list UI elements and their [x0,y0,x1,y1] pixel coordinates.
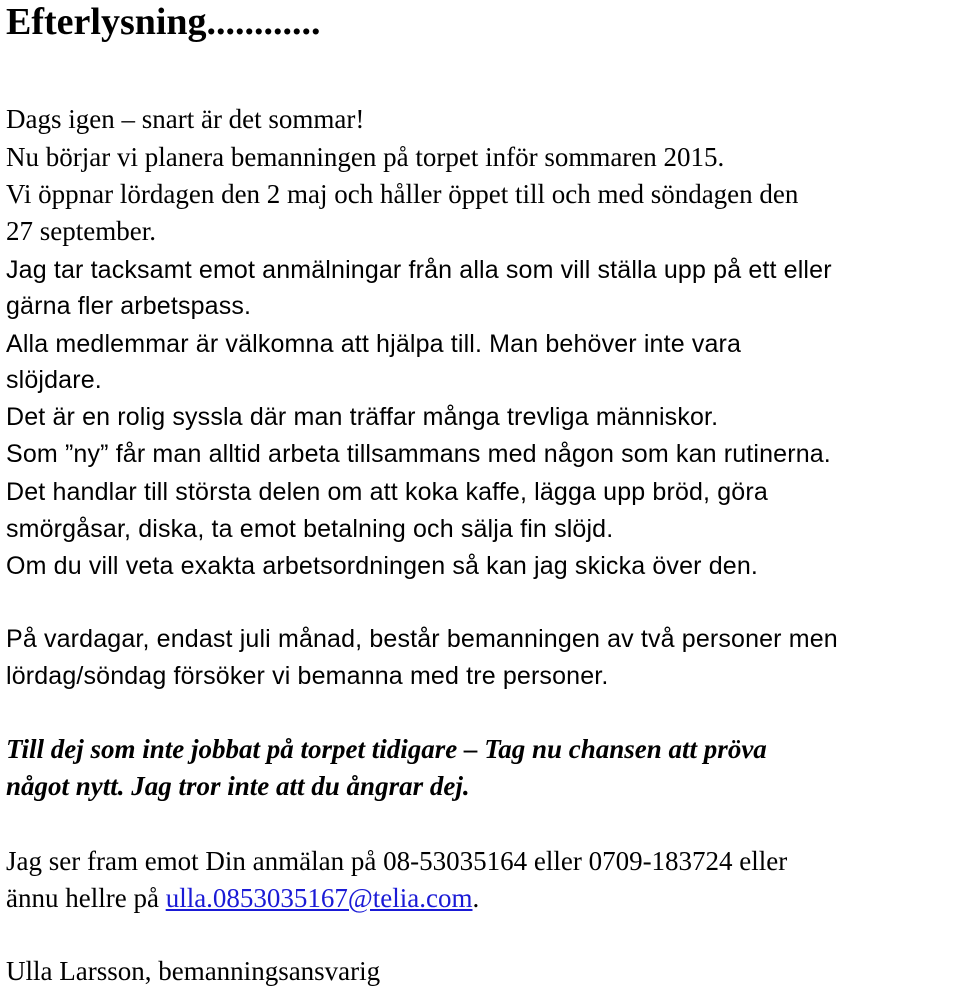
encouragement-line-2: något nytt. Jag tror inte att du ångrar dej. [6,771,470,801]
contact-line-1: Jag ser fram emot Din anmälan på 08-53035164 eller 0709-183724 eller [6,846,788,876]
signature: Ulla Larsson, bemanningsansvarig [6,956,381,986]
intro-line-2: Nu börjar vi planera bemanningen på torpet inför sommaren 2015. [6,142,725,172]
detail-line-5: Det är en rolig syssla där man träffar många trevliga människor. [6,403,719,431]
staffing-line-2: lördag/söndag försöker vi bemanna med tre personer. [6,662,609,690]
intro-line-4: 27 september. [6,216,156,246]
staffing-line-1: På vardagar, endast juli månad, består bemanningen av två personer men [6,625,838,653]
contact-prefix: ännu hellre på [6,883,166,913]
detail-line-6: Som ”ny” får man alltid arbeta tillsammans med någon som kan rutinerna. [6,440,831,468]
contact-suffix: . [472,883,480,913]
detail-line-3: Alla medlemmar är välkomna att hjälpa till. Man behöver inte vara [6,330,742,358]
email-link[interactable]: ulla.0853035167@telia.com [165,883,473,913]
intro-line-3: Vi öppnar lördagen den 2 maj och håller öppet till och med söndagen den [6,179,799,209]
contact-line-2 [6,880,479,916]
detail-line-8: smörgåsar, diska, ta emot betalning och sälja fin slöjd. [6,515,614,543]
detail-line-7: Det handlar till största delen om att koka kaffe, lägga upp bröd, göra [6,478,768,506]
detail-line-2: gärna fler arbetspass. [6,292,252,320]
detail-line-1: Jag tar tacksamt emot anmälningar från alla som vill ställa upp på ett eller [6,256,832,284]
detail-line-4: slöjdare. [6,366,102,394]
encouragement-line-1: Till dej som inte jobbat på torpet tidigare – Tag nu chansen att pröva [6,734,767,764]
intro-line-1: Dags igen – snart är det sommar! [6,104,365,134]
detail-line-9: Om du vill veta exakta arbetsordningen så kan jag skicka över den. [6,552,758,580]
page-title: Efterlysning............ [6,1,321,43]
